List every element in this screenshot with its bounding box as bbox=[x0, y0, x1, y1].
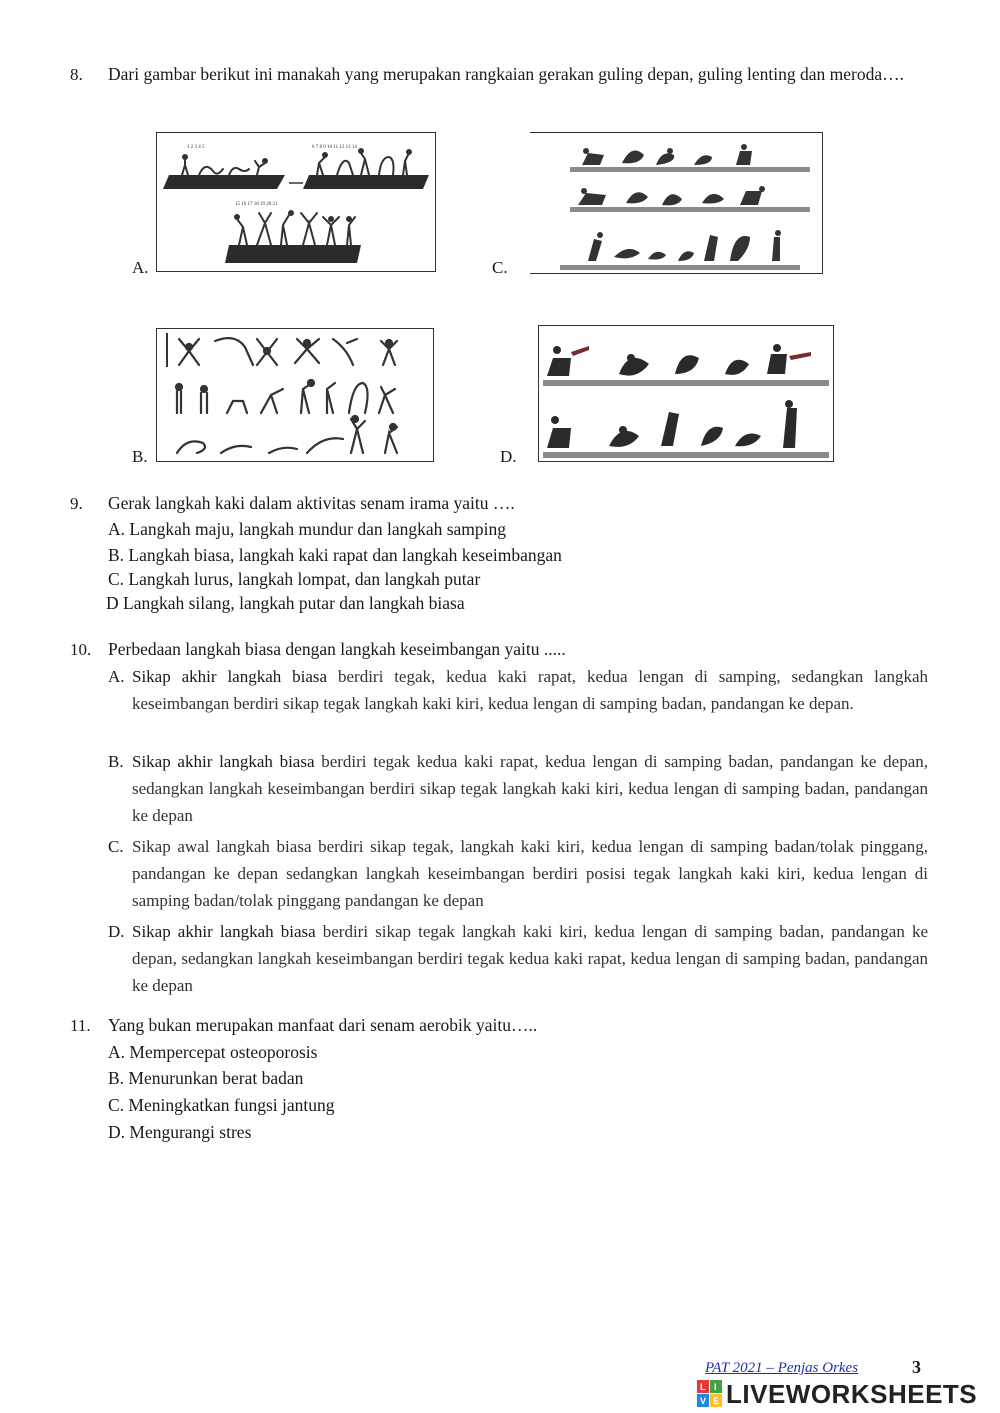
option-b-figure[interactable] bbox=[156, 328, 434, 462]
question-number: 8. bbox=[70, 65, 83, 84]
option-lead: Sikap akhir langkah biasa bbox=[132, 752, 315, 771]
option-d[interactable] bbox=[108, 918, 928, 999]
option-d-label[interactable]: D. bbox=[500, 447, 517, 466]
option-a[interactable]: A. Langkah maju, langkah mundur dan langkah samping bbox=[108, 519, 507, 539]
question-text: Gerak langkah kaki dalam aktivitas senam irama yaitu …. bbox=[108, 493, 515, 513]
option-c-label[interactable]: C. bbox=[492, 258, 508, 277]
question-text: Yang bukan merupakan manfaat dari senam aerobik yaitu….. bbox=[108, 1015, 538, 1035]
question-number: 11. bbox=[70, 1016, 91, 1035]
footer-exam-label: PAT 2021 – Penjas Orkes bbox=[705, 1360, 859, 1376]
gymnastics-sequence-figure bbox=[157, 133, 435, 271]
option-letter: A. bbox=[108, 667, 125, 686]
option-body: berdiri tegak, kedua kaki rapat, kedua lengan di samping, sedangkan langkah keseimbangan berdiri sikap tegak langkah kaki kiri, kedua lengan di samping badan, pandangan ke depan. bbox=[132, 667, 928, 713]
option-body: berdiri tegak kedua kaki rapat, kedua lengan di samping badan, pandangan ke depan, sedangkan langkah keseimbangan berdiri sikap tegak langkah kaki kiri, kedua lengan di samping badan, pandangan ke depan bbox=[132, 752, 928, 825]
brand-name: LIVEWORKSHEETS bbox=[726, 1378, 978, 1409]
option-c-figure[interactable] bbox=[530, 132, 823, 274]
question-text: Perbedaan langkah biasa dengan langkah keseimbangan yaitu ..... bbox=[108, 639, 566, 659]
option-c[interactable]: C. Langkah lurus, langkah lompat, dan langkah putar bbox=[108, 569, 481, 589]
question-number: 9. bbox=[70, 494, 83, 513]
question-number: 10. bbox=[70, 640, 92, 659]
logo-letter-v: V bbox=[700, 1396, 707, 1406]
cartwheel-sequence-figure bbox=[157, 329, 433, 461]
option-letter: D. bbox=[108, 922, 125, 941]
logo-letter-i: I bbox=[714, 1382, 717, 1392]
figure-a-numbers-row2: 6 7 8 9 10 11 12 13 14 bbox=[312, 145, 357, 150]
forward-roll-and-handspring-figure bbox=[530, 133, 822, 273]
roll-sequence-figure bbox=[539, 326, 833, 461]
option-body: berdiri sikap tegak langkah kaki kiri, kedua lengan di samping badan, pandangan ke depan, sedangkan langkah keseimbangan berdiri tegak kedua kaki rapat, kedua lengan di samping badan, pandangan ke depan bbox=[132, 922, 928, 995]
option-lead: Sikap akhir langkah biasa bbox=[132, 667, 328, 686]
option-b-label[interactable]: B. bbox=[132, 447, 148, 466]
option-a[interactable]: A. Mempercepat osteoporosis bbox=[108, 1042, 318, 1062]
option-body: Sikap awal langkah biasa berdiri sikap tegak, langkah kaki kiri, kedua lengan di samping badan/tolak pinggang, pandangan ke depan sedangkan langkah keseimbangan berdiri posisi tegak langkah kaki kiri, kedua lengan di samping badan/tolak pinggang pandangan ke depan bbox=[132, 837, 928, 910]
option-a[interactable] bbox=[108, 663, 928, 717]
option-letter: C. bbox=[108, 837, 124, 856]
figure-a-numbers-row1: 1 2 3 4 5 bbox=[187, 145, 205, 150]
option-d[interactable]: D Langkah silang, langkah putar dan langkah biasa bbox=[106, 593, 465, 613]
option-c[interactable] bbox=[108, 833, 928, 914]
page-number: 3 bbox=[912, 1357, 921, 1377]
option-d-figure[interactable] bbox=[538, 325, 834, 462]
question-text: Dari gambar berikut ini manakah yang merupakan rangkaian gerakan guling depan, guling lenting dan meroda…. bbox=[108, 64, 904, 84]
option-d[interactable]: D. Mengurangi stres bbox=[108, 1122, 252, 1142]
logo-letter-l: L bbox=[700, 1382, 706, 1392]
figure-a-numbers-row3: 15 16 17 18 19 20 21 bbox=[235, 202, 278, 207]
logo-letter-e: E bbox=[713, 1396, 720, 1406]
liveworksheets-brand[interactable] bbox=[697, 1378, 977, 1410]
option-a-figure[interactable] bbox=[156, 132, 436, 272]
option-b[interactable]: B. Langkah biasa, langkah kaki rapat dan langkah keseimbangan bbox=[108, 545, 562, 565]
option-b[interactable]: B. Menurunkan berat badan bbox=[108, 1068, 304, 1088]
option-a-label[interactable]: A. bbox=[132, 258, 149, 277]
option-c[interactable]: C. Meningkatkan fungsi jantung bbox=[108, 1095, 335, 1115]
option-lead: Sikap akhir langkah biasa bbox=[132, 922, 316, 941]
option-b[interactable] bbox=[108, 748, 928, 829]
option-letter: B. bbox=[108, 752, 124, 771]
liveworksheets-logo-icon bbox=[697, 1380, 723, 1408]
